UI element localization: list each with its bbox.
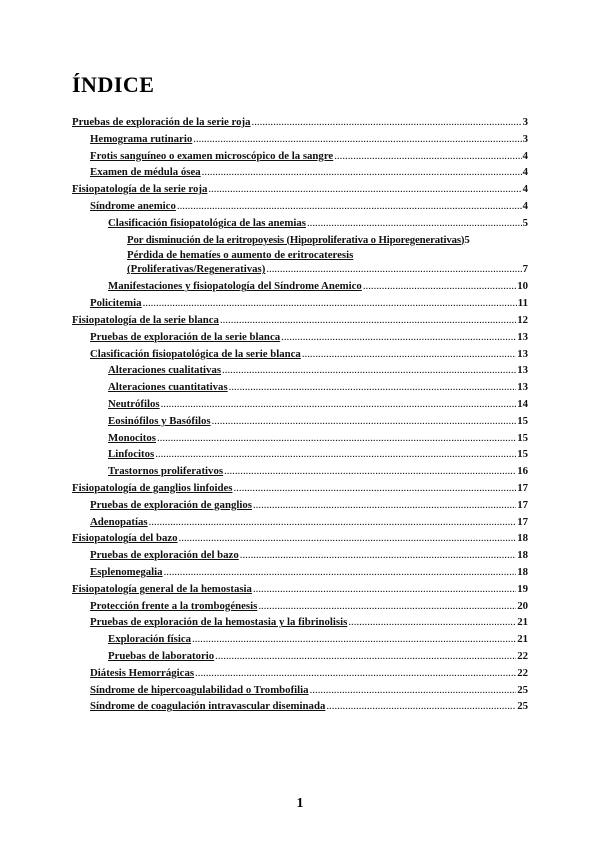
- dot-leader: [310, 682, 517, 699]
- toc-entry-page: 22: [517, 649, 528, 662]
- dot-leader: [253, 581, 516, 598]
- toc-entry[interactable]: [72, 278, 528, 295]
- toc-entry[interactable]: [72, 396, 528, 413]
- toc-entry-page: 20: [517, 599, 528, 612]
- toc-entry-page: 4: [522, 199, 528, 212]
- toc-entry[interactable]: [72, 614, 528, 631]
- toc-entry[interactable]: [72, 413, 528, 430]
- toc-entry[interactable]: [72, 698, 528, 715]
- toc-entry-label[interactable]: Pruebas de exploración de la serie blanca: [90, 330, 281, 343]
- toc-entry-page: 3: [522, 116, 528, 128]
- toc-entry-page: 15: [517, 448, 528, 461]
- toc-entry-label[interactable]: Pruebas de laboratorio: [108, 649, 215, 662]
- toc-entry-label[interactable]: Exploración física: [108, 633, 192, 646]
- toc-entry-page: 12: [517, 313, 528, 326]
- dot-leader: [164, 564, 517, 581]
- toc-entry-page: 25: [517, 683, 528, 696]
- toc-entry-page: 15: [517, 431, 528, 444]
- toc-entry-page: 5: [522, 216, 528, 229]
- toc-entry[interactable]: [72, 598, 528, 615]
- toc-entry-page: 22: [517, 666, 528, 679]
- toc-entry-page: 18: [517, 565, 528, 578]
- toc-entry[interactable]: [72, 430, 528, 447]
- toc-entry-label[interactable]: Monocitos: [108, 431, 156, 444]
- dot-leader: [202, 164, 522, 181]
- toc-entry-label[interactable]: Síndrome de coagulación intravascular diseminada: [90, 700, 326, 713]
- dot-leader: [179, 530, 517, 547]
- toc-entry-label[interactable]: Esplenomegalia: [90, 565, 163, 578]
- toc-entry-page: 14: [517, 397, 528, 410]
- toc-entry-page: 11: [517, 297, 528, 310]
- dot-leader: [155, 446, 516, 463]
- toc-entry-label[interactable]: Fisiopatología general de la hemostasia: [72, 582, 252, 595]
- toc-entry-label[interactable]: Alteraciones cuantitativas: [108, 381, 228, 394]
- toc-entry[interactable]: [72, 514, 528, 531]
- toc-entry-label[interactable]: Fisiopatología de la serie blanca: [72, 313, 219, 326]
- dot-leader: [326, 698, 516, 715]
- toc-entry-label[interactable]: Síndrome anemico: [90, 199, 176, 212]
- toc-entry-label-continued[interactable]: (Proliferativas/Regenerativas): [127, 263, 266, 276]
- toc-entry-page: 4: [522, 183, 528, 196]
- toc-entry-page: 18: [517, 549, 528, 562]
- dot-leader: [281, 329, 516, 346]
- dot-leader: [215, 648, 516, 665]
- toc-entry-label[interactable]: Fisiopatología de ganglios linfoides: [72, 481, 233, 494]
- toc-entry-label[interactable]: Protección frente a la trombogénesis: [90, 599, 258, 612]
- table-of-contents: [72, 114, 528, 715]
- dot-leader: [192, 631, 516, 648]
- dot-leader: [252, 114, 522, 131]
- toc-entry[interactable]: [72, 329, 528, 346]
- toc-entry[interactable]: [72, 181, 528, 198]
- dot-leader: [193, 131, 521, 148]
- toc-entry-label[interactable]: Pruebas de exploración de ganglios: [90, 498, 252, 511]
- toc-entry-label[interactable]: Trastornos proliferativos: [108, 465, 224, 478]
- toc-entry[interactable]: [72, 295, 528, 312]
- dot-leader: [334, 148, 521, 165]
- dot-leader: [266, 262, 521, 276]
- toc-entry-page: 3: [522, 132, 528, 145]
- toc-entry[interactable]: [72, 564, 528, 581]
- dot-leader: [143, 295, 517, 312]
- dot-leader: [307, 215, 522, 232]
- dot-leader: [212, 413, 517, 430]
- toc-entry-label[interactable]: Eosinófilos y Basófilos: [108, 414, 211, 427]
- toc-entry-wrapped[interactable]: [72, 248, 528, 262]
- toc-entry-label[interactable]: Diátesis Hemorrágicas: [90, 666, 195, 679]
- toc-entry-page: 7: [522, 263, 528, 276]
- toc-entry[interactable]: [72, 682, 528, 699]
- toc-entry[interactable]: [72, 463, 528, 480]
- toc-entry-label[interactable]: Manifestaciones y fisiopatología del Síndrome Anemico: [108, 280, 362, 293]
- toc-entry[interactable]: [72, 581, 528, 598]
- toc-entry-page: 10: [517, 280, 528, 293]
- toc-entry-page: 17: [517, 481, 528, 494]
- toc-entry-label[interactable]: Fisiopatología del bazo: [72, 532, 178, 545]
- toc-entry-page: 19: [517, 582, 528, 595]
- toc-entry-label[interactable]: Pruebas de exploración del bazo: [90, 549, 239, 562]
- toc-entry[interactable]: [72, 362, 528, 379]
- toc-entry[interactable]: [72, 530, 528, 547]
- toc-entry-page: 4: [522, 166, 528, 179]
- toc-entry[interactable]: [72, 131, 528, 148]
- toc-entry[interactable]: [72, 164, 528, 181]
- toc-entry-label[interactable]: Pruebas de exploración de la hemostasia y la fibrinolisis: [90, 616, 348, 629]
- toc-entry[interactable]: [72, 631, 528, 648]
- dot-leader: [195, 665, 516, 682]
- toc-entry[interactable]: [72, 480, 528, 497]
- dot-leader: [229, 379, 517, 396]
- toc-entry-page: 21: [517, 633, 528, 646]
- toc-entry-page: 15: [517, 414, 528, 427]
- toc-entry-label[interactable]: Hemograma rutinario: [90, 132, 193, 145]
- dot-leader: [258, 598, 516, 615]
- toc-entry[interactable]: [72, 232, 528, 249]
- dot-leader: [157, 430, 516, 447]
- toc-entry-label[interactable]: Fisiopatología de la serie roja: [72, 183, 208, 196]
- dot-leader: [222, 362, 516, 379]
- toc-entry-label[interactable]: Examen de médula ósea: [90, 166, 201, 179]
- toc-entry-label[interactable]: Pérdida de hematíes o aumento de eritrocateresis: [127, 249, 354, 262]
- toc-entry[interactable]: [72, 148, 528, 165]
- dot-leader: [177, 198, 522, 215]
- toc-entry-page: 13: [517, 364, 528, 377]
- toc-entry[interactable]: [72, 547, 528, 564]
- dot-leader: [224, 463, 516, 480]
- toc-entry[interactable]: [72, 665, 528, 682]
- toc-entry-page: 13: [517, 347, 528, 360]
- toc-entry[interactable]: [72, 497, 528, 514]
- toc-entry-label[interactable]: Alteraciones cualitativas: [108, 364, 222, 377]
- toc-entry-page: 13: [517, 330, 528, 343]
- toc-entry[interactable]: [72, 446, 528, 463]
- toc-entry[interactable]: [72, 379, 528, 396]
- toc-entry[interactable]: [72, 114, 528, 131]
- toc-entry[interactable]: [72, 198, 528, 215]
- toc-entry-label[interactable]: Clasificación fisiopatológica de la serie blanca: [90, 347, 301, 360]
- toc-entry-label[interactable]: Policitemia: [90, 297, 142, 310]
- dot-leader: [208, 181, 521, 198]
- toc-entry-page: 16: [517, 465, 528, 478]
- toc-entry-page: 17: [517, 515, 528, 528]
- dot-leader: [240, 547, 516, 564]
- toc-entry-page: 25: [517, 700, 528, 713]
- toc-entry-label[interactable]: Por disminución de la eritropoyesis (Hipoproliferativa o Hiporegenerativas): [127, 233, 465, 246]
- dot-leader: [348, 614, 516, 631]
- toc-entry-label[interactable]: Adenopatías: [90, 515, 148, 528]
- dot-leader: [233, 480, 516, 497]
- toc-entry-label[interactable]: Frotis sanguíneo o examen microscópico de la sangre: [90, 149, 334, 162]
- toc-entry-page: 17: [517, 498, 528, 511]
- dot-leader: [220, 312, 516, 329]
- toc-entry-label[interactable]: Síndrome de hipercoagulabilidad o Trombofilia: [90, 683, 309, 696]
- toc-entry[interactable]: [72, 346, 528, 363]
- toc-entry[interactable]: [72, 262, 528, 276]
- toc-entry-page: 18: [517, 532, 528, 545]
- toc-entry-page: 13: [517, 381, 528, 394]
- toc-entry[interactable]: [72, 215, 528, 232]
- toc-entry-label[interactable]: Neutrófilos: [108, 397, 160, 410]
- toc-entry-page: 21: [517, 616, 528, 629]
- dot-leader: [161, 396, 517, 413]
- toc-entry-page: 5: [464, 233, 470, 246]
- dot-leader: [253, 497, 516, 514]
- dot-leader: [149, 514, 517, 531]
- page-number: 1: [296, 796, 304, 811]
- index-title: ÍNDICE: [72, 72, 155, 97]
- toc-entry[interactable]: [72, 312, 528, 329]
- toc-entry-label[interactable]: Pruebas de exploración de la serie roja: [72, 116, 251, 128]
- toc-entry-page: 4: [522, 149, 528, 162]
- dot-leader: [363, 278, 516, 295]
- toc-entry[interactable]: [72, 648, 528, 665]
- toc-entry-label[interactable]: Clasificación fisiopatológica de las anemias: [108, 216, 306, 229]
- toc-entry-label[interactable]: Linfocitos: [108, 448, 155, 461]
- dot-leader: [302, 346, 516, 363]
